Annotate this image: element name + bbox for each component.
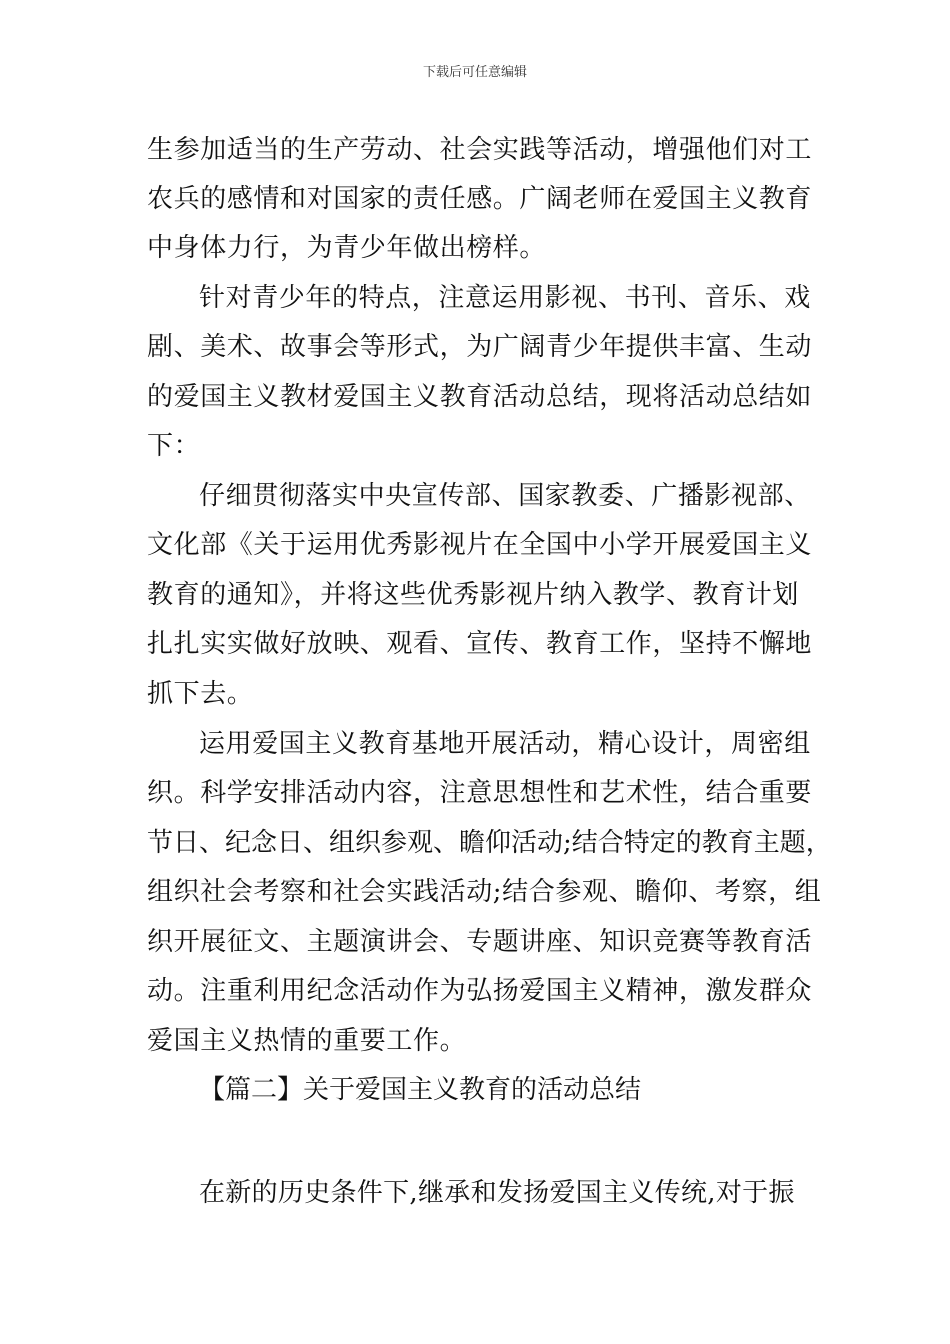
page-header: 下载后可任意编辑 bbox=[422, 65, 527, 80]
text-line: 组织社会考察和社会实践活动;结合参观、瞻仰、考察，组 bbox=[147, 877, 822, 907]
text-line: 扎扎实实做好放映、观看、宣传、教育工作，坚持不懈地 bbox=[147, 629, 813, 659]
text-line: 在新的历史条件下,继承和发扬爱国主义传统,对于振 bbox=[199, 1178, 795, 1208]
text-line: 教育的通知》，并将这些优秀影视片纳入教学、教育计划 bbox=[147, 580, 800, 610]
text-line: 针对青少年的特点，注意运用影视、书刊、音乐、戏 bbox=[199, 283, 811, 313]
text-line: 中身体力行，为青少年做出榜样。 bbox=[147, 233, 547, 263]
text-line: 爱国主义热情的重要工作。 bbox=[147, 1026, 467, 1056]
text-line: 织开展征文、主题演讲会、专题讲座、知识竞赛等教育活 bbox=[147, 927, 813, 957]
text-line: 的爱国主义教材爱国主义教育活动总结，现将活动总结如 bbox=[147, 382, 813, 412]
text-line: 下： bbox=[147, 431, 201, 461]
text-line: 剧、美术、故事会等形式，为广阔青少年提供丰富、生动 bbox=[147, 332, 813, 362]
text-line: 织。科学安排活动内容，注意思想性和艺术性，结合重要 bbox=[147, 778, 813, 808]
text-line: 农兵的感情和对国家的责任感。广阔老师在爱国主义教育 bbox=[147, 184, 813, 214]
text-line: 运用爱国主义教育基地开展活动，精心设计，周密组 bbox=[199, 729, 811, 759]
text-line: 文化部《关于运用优秀影视片在全国中小学开展爱国主义 bbox=[147, 530, 813, 560]
text-line: 生参加适当的生产劳动、社会实践等活动，增强他们对工 bbox=[147, 135, 813, 165]
text-line: 仔细贯彻落实中央宣传部、国家教委、广播影视部、 bbox=[199, 481, 811, 511]
text-line: 抓下去。 bbox=[147, 679, 254, 709]
text-line: 节日、纪念日、组织参观、瞻仰活动;结合特定的教育主题， bbox=[147, 828, 832, 858]
section-heading: 【篇二】关于爱国主义教育的活动总结 bbox=[199, 1075, 642, 1105]
text-line: 动。注重利用纪念活动作为弘扬爱国主义精神，激发群众 bbox=[147, 976, 813, 1006]
